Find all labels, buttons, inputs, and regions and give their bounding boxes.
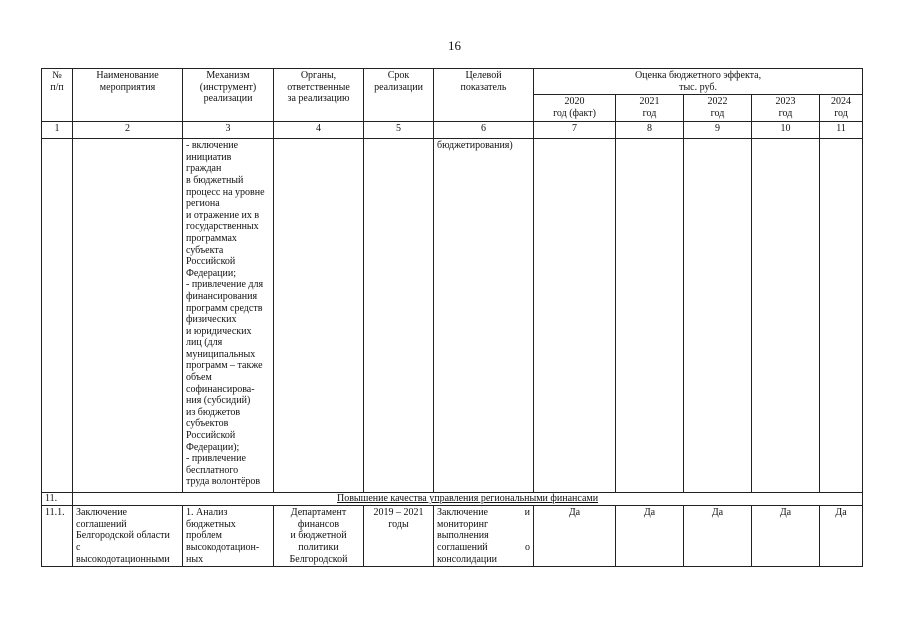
column-number: 7 — [534, 122, 616, 139]
header-name: Наименование мероприятия — [73, 69, 183, 122]
cell-year-2020 — [534, 139, 616, 493]
section-number: 11. — [42, 493, 73, 506]
header-year-2022: 2022 год — [684, 95, 752, 122]
column-number: 11 — [820, 122, 863, 139]
continuation-row — [42, 139, 863, 493]
item-name: Заключение соглашений Белгородской области с высокодотационными — [73, 506, 183, 567]
item-indicator: Заключение и мониторинг выполнения соглашений о консолидации — [434, 506, 534, 567]
page-number: 16 — [448, 38, 461, 53]
item-value-2023: Да — [752, 506, 820, 567]
header-year-2021: 2021 год — [616, 95, 684, 122]
section-row — [42, 493, 863, 506]
column-number-row — [42, 122, 863, 139]
item-value-2021: Да — [616, 506, 684, 567]
column-number: 9 — [684, 122, 752, 139]
cell-year-2023 — [752, 139, 820, 493]
item-organs: Департамент финансов и бюджетной политики Белгородской — [274, 506, 364, 567]
column-number: 6 — [434, 122, 534, 139]
item-value-2024: Да — [820, 506, 863, 567]
header-indicator: Целевой показатель — [434, 69, 534, 122]
item-term: 2019 – 2021 годы — [364, 506, 434, 567]
column-number: 4 — [274, 122, 364, 139]
item-number: 11.1. — [42, 506, 73, 567]
item-value-2022: Да — [684, 506, 752, 567]
header-organs: Органы, ответственные за реализацию — [274, 69, 364, 122]
header-term: Срок реализации — [364, 69, 434, 122]
cell-year-2022 — [684, 139, 752, 493]
cell-term — [364, 139, 434, 493]
header-year-2023: 2023 год — [752, 95, 820, 122]
cell-num — [42, 139, 73, 493]
column-number: 8 — [616, 122, 684, 139]
budget-effect-table — [41, 68, 863, 567]
column-number: 5 — [364, 122, 434, 139]
cell-mechanism: - включение инициатив граждан в бюджетный процесс на уровне региона и отражение их в государственных программах субъекта Российской Федерации; - привлечение для финансирования программ средств физических и юридических лиц (для муниципальных программ – также объем софинансирова- ния (субсидий) из бюджетов субъектов Российской Федерации); - привлечение бесплатного труда волонтёров — [183, 139, 274, 493]
cell-name — [73, 139, 183, 493]
cell-year-2024 — [820, 139, 863, 493]
header-num: № п/п — [42, 69, 73, 122]
column-number: 2 — [73, 122, 183, 139]
section-title: Повышение качества управления региональными финансами — [73, 493, 863, 506]
item-mechanism: 1. Анализ бюджетных проблем высокодотацион- ных — [183, 506, 274, 567]
column-number: 10 — [752, 122, 820, 139]
cell-organs — [274, 139, 364, 493]
column-number: 1 — [42, 122, 73, 139]
header-year-2024: 2024 год — [820, 95, 863, 122]
column-number: 3 — [183, 122, 274, 139]
header-year-2020: 2020 год (факт) — [534, 95, 616, 122]
item-value-2020: Да — [534, 506, 616, 567]
cell-year-2021 — [616, 139, 684, 493]
header-budget-estimate: Оценка бюджетного эффекта, тыс. руб. — [534, 69, 863, 95]
cell-indicator: бюджетирования) — [434, 139, 534, 493]
table-row — [42, 506, 863, 567]
header-mechanism: Механизм (инструмент) реализации — [183, 69, 274, 122]
